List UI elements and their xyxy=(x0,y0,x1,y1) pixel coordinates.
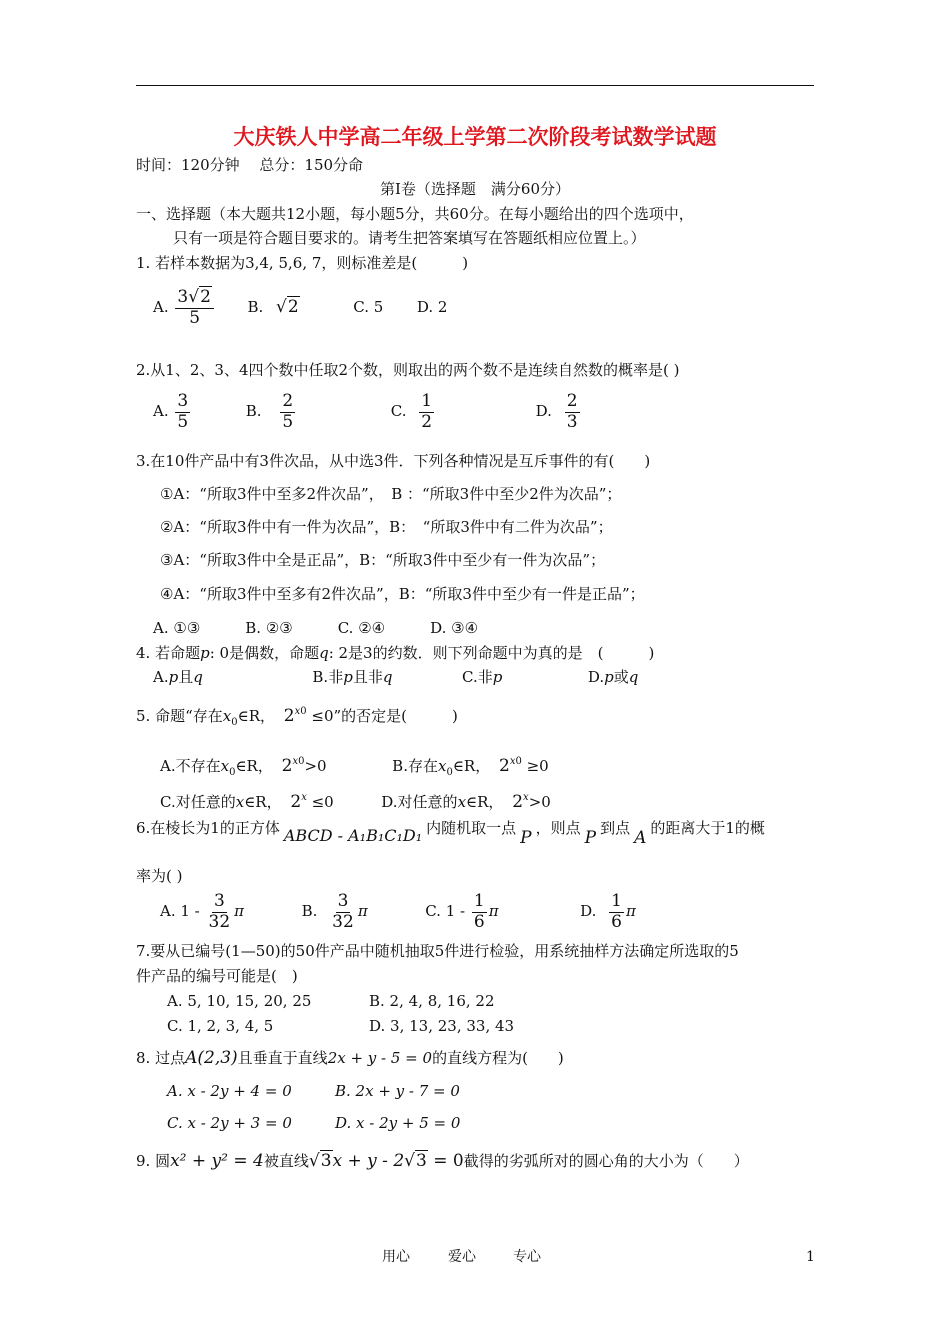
question-6-stem: 6.在棱长为1的正方体 ABCD - A₁B₁C₁D₁ 内随机取一点 P ，则点 P 到点 A 的距离大于1的概 xyxy=(136,819,765,848)
q7-option-a: A. 5, 10, 15, 20, 25 xyxy=(167,992,312,1010)
q8-option-a: A. x - 2y + 4 = 0 xyxy=(167,1082,292,1100)
question-7-stem: 7.要从已编号(1—50)的50件产品中随机抽取5件进行检验，用系统抽样方法确定所选取的5 xyxy=(136,942,739,960)
q2-option-d-label: D. xyxy=(535,402,552,421)
question-2-stem: 2.从1、2、3、4四个数中任取2个数，则取出的两个数不是连续自然数的概率是( ) xyxy=(136,361,680,379)
q2-option-c-fraction: $\frac{1}{2}$ xyxy=(421,391,433,432)
section-heading: 一、选择题（本大题共12小题，每小题5分，共60分。在每小题给出的四个选项中， xyxy=(136,205,694,223)
q3-statement-4: ④A：“所取3件中至多有2件次品”，B：“所取3件中至少有一件是正品”； xyxy=(160,585,645,603)
q5-options-cd: C.对任意的x∈R， $2^x \le 0$ D.对任意的x∈R， $2^x>0$ xyxy=(160,792,551,812)
question-3-stem: 3.在10件产品中有3件次品，从中选3件．下列各种情况是互斥事件的有( ) xyxy=(136,452,651,470)
q1-option-b-label: B. xyxy=(247,298,264,317)
q3-statement-2: ②A：“所取3件中有一件为次品”，B： “所取3件中有二件为次品”； xyxy=(160,518,613,536)
part-title: 第Ⅰ卷（选择题 满分60分） xyxy=(379,180,570,198)
question-7-stem-line2: 件产品的编号可能是( ) xyxy=(136,967,298,985)
question-9-stem: 9. 圆x² + y² = 4被直线√3x + y - 2√3 = 0截得的劣弧所对的圆心角的大小为（ ） xyxy=(136,1151,749,1171)
q6-option-c-fraction: $\frac{1}{6}$ xyxy=(473,891,485,932)
q8-option-c: C. x - 2y + 3 = 0 xyxy=(167,1114,292,1132)
question-1-options xyxy=(153,288,447,328)
q7-option-d: D. 3, 13, 23, 33, 43 xyxy=(369,1017,515,1035)
footer-middle: 爱心 xyxy=(448,1249,476,1265)
q1-option-b-sqrt: √2 xyxy=(276,297,299,318)
q7-option-c: C. 1, 2, 3, 4, 5 xyxy=(167,1017,274,1035)
q6-option-d-fraction: $\frac{1}{6}$ xyxy=(611,891,622,932)
q2-option-b-fraction: $\frac{2}{5}$ xyxy=(282,391,294,432)
page-number: 1 xyxy=(806,1249,815,1265)
q5-options-ab: A.不存在$x_0\in R$， $2^{x0}>0$ B.存在$x_0\in R$， $2^{x0} \ge 0$ xyxy=(160,756,549,778)
q3-choices: A. ①③ B. ②③ C. ②④ D. ③④ xyxy=(153,619,479,637)
header-rule xyxy=(136,85,814,86)
page-title: 大庆铁人中学高二年级上学第二次阶段考试数学试题 xyxy=(233,124,717,149)
question-2-options xyxy=(153,392,582,432)
q1-option-a-fraction: $\frac{3√2}{5}$ xyxy=(175,288,214,328)
question-6-stem-line2: 率为( ) xyxy=(136,867,183,885)
q3-statement-1: ①A：“所取3件中至多2件次品”， B ：“所取3件中至少2件为次品”； xyxy=(160,485,622,503)
q6-option-a-fraction: $\frac{3}{32}$ xyxy=(208,891,231,932)
q1-option-d: D. 2 xyxy=(416,298,448,317)
q2-option-c-label: C. xyxy=(390,402,407,421)
q3-statement-3: ③A：“所取3件中全是正品”，B：“所取3件中至少有一件为次品”； xyxy=(160,551,606,569)
q2-option-b-label: B. xyxy=(245,402,262,421)
footer-right: 专心 xyxy=(513,1249,541,1265)
q2-option-a-fraction: $\frac{3}{5}$ xyxy=(177,391,189,432)
q8-option-b: B. 2x + y - 7 = 0 xyxy=(335,1082,460,1100)
q1-option-a-label: A. xyxy=(153,298,169,317)
q7-option-b: B. 2, 4, 8, 16, 22 xyxy=(369,992,495,1010)
q8-option-d: D. x - 2y + 5 = 0 xyxy=(335,1114,461,1132)
q6-options: A. 1 - $\frac{3}{32}$ π B. $\frac{3}{32}$ π C. 1 - $\frac{1}{6}$ π D. $\frac{1}{6}$ π xyxy=(160,891,636,932)
q4-options: A.p且q B.非p且非q C.非p D.p或q xyxy=(153,668,639,686)
footer-left: 用心 xyxy=(382,1249,410,1265)
section-heading-cont: 只有一项是符合题目要求的。请考生把答案填写在答题纸相应位置上。） xyxy=(173,229,646,247)
q6-option-b-fraction: $\frac{3}{32}$ xyxy=(332,891,354,932)
question-1-stem: 1. 若样本数据为3,4, 5,6, 7，则标准差是( ) xyxy=(136,254,469,272)
time-total: 时间：120分钟 总分：150分命 xyxy=(136,156,364,174)
q2-option-d-fraction: $\frac{2}{3}$ xyxy=(566,391,578,432)
question-8-stem: 8. 过点A(2,3)且垂直于直线2x + y - 5 = 0的直线方程为( ) xyxy=(136,1048,564,1068)
question-5-stem: 5. 命题“存在$x_0\in R$， $2^{x0} \le 0$”的否定是( ) xyxy=(136,706,458,728)
q2-option-a-label: A. xyxy=(153,402,169,421)
q1-option-c: C. 5 xyxy=(353,298,384,317)
question-4-stem: 4. 若命题p: 0是偶数，命题q: 2是3的约数．则下列命题中为真的是 ( ) xyxy=(136,644,655,662)
